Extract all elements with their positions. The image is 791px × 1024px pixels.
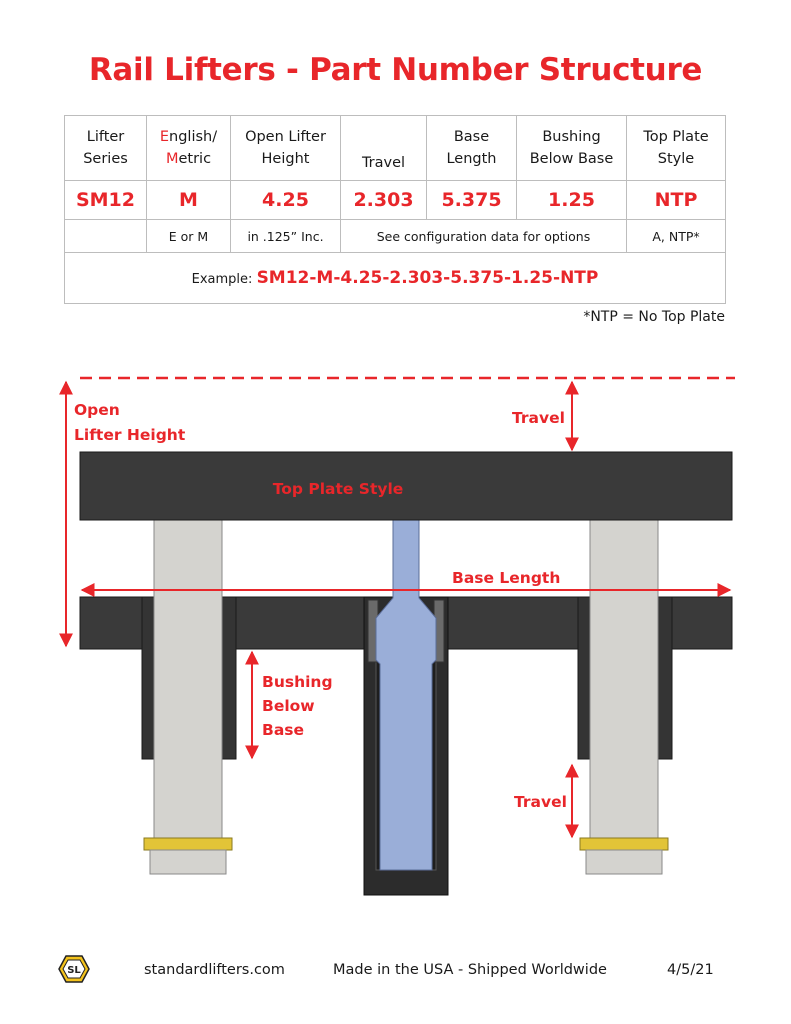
travel-top-label: Travel (512, 409, 565, 427)
value-top-plate: NTP (627, 181, 726, 220)
page-title: Rail Lifters - Part Number Structure (88, 52, 703, 88)
top-plate (80, 452, 732, 520)
right-post (590, 518, 658, 850)
top-plate-style-label: Top Plate Style (272, 480, 404, 498)
example-cell (65, 253, 726, 304)
footer-website[interactable]: standardlifters.com (144, 962, 285, 978)
value-row (65, 181, 726, 220)
rail-lifter-diagram (0, 360, 791, 920)
option-height: in .125” Inc. (231, 220, 341, 253)
header-english-metric: English/ Metric (147, 116, 231, 181)
left-retainer-ring (144, 838, 232, 850)
right-post-end (586, 850, 662, 874)
standard-lifters-logo-icon (58, 955, 90, 983)
example-code: SM12-M-4.25-2.303-5.375-1.25-NTP (256, 268, 599, 288)
bushing-label-line3: Base (262, 721, 305, 739)
header-lifter-series: Lifter Series (65, 116, 147, 181)
footer (0, 950, 791, 990)
option-top-plate: A, NTP* (627, 220, 726, 253)
option-series (65, 220, 147, 253)
example-label: Example: (191, 272, 253, 287)
right-retainer-ring (580, 838, 668, 850)
open-height-label-line1: Open (74, 401, 120, 419)
footer-tagline: Made in the USA - Shipped Worldwide (333, 962, 607, 978)
bushing-label-line1: Bushing (262, 673, 333, 691)
left-post (154, 518, 222, 850)
value-height: 4.25 (231, 181, 341, 220)
header-bushing-below-base: Bushing Below Base (517, 116, 627, 181)
left-post-end (150, 850, 226, 874)
header-top-plate-style: Top Plate Style (627, 116, 726, 181)
options-row (65, 220, 726, 253)
value-travel: 2.303 (341, 181, 427, 220)
option-english-metric: E or M (147, 220, 231, 253)
value-base-length: 5.375 (427, 181, 517, 220)
open-height-label-line2: Lifter Height (74, 426, 186, 444)
base-length-label: Base Length (452, 569, 561, 587)
header-open-lifter-height: Open Lifter Height (231, 116, 341, 181)
header-row (65, 116, 726, 181)
bushing-label-line2: Below (262, 697, 315, 715)
value-english-metric: M (147, 181, 231, 220)
example-row (65, 253, 726, 304)
center-shaft (376, 518, 436, 870)
footer-date: 4/5/21 (667, 962, 714, 978)
header-base-length: Base Length (427, 116, 517, 181)
value-bushing: 1.25 (517, 181, 627, 220)
travel-bottom-label: Travel (514, 793, 567, 811)
header-travel: Travel (341, 116, 427, 181)
option-config: See configuration data for options (341, 220, 627, 253)
svg-text:SL: SL (67, 965, 81, 976)
part-number-table (64, 115, 726, 304)
value-series: SM12 (65, 181, 147, 220)
ntp-note: *NTP = No Top Plate (583, 309, 725, 325)
